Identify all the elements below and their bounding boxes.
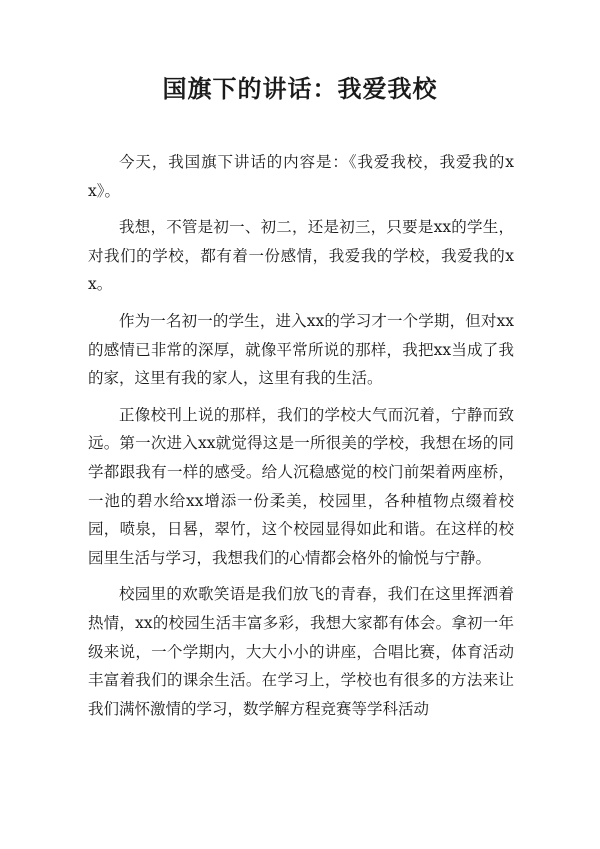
paragraph: 作为一名初一的学生，进入xx的学习才一个学期，但对xx的感情已非常的深厚，就像平常所说的那样，我把xx当成了我的家，这里有我的家人，这里有我的生活。 — [88, 311, 514, 388]
paragraph: 正像校刊上说的那样，我们的学校大气而沉着，宁静而致远。第一次进入xx就觉得这是一所很美的学校，我想在场的同学都跟我有一样的感受。给人沉稳感觉的校门前架着两座桥，一池的碧水给xx增添一份柔美，校园里，各种植物点缀着校园，喷泉，日晷，翠竹，这个校园显得如此和谐。在这样的校园里生活与学习，我想我们的心情都会格外的愉悦与宁静。 — [88, 405, 514, 567]
document-body — [88, 148, 514, 731]
paragraph: 今天，我国旗下讲话的内容是：《我爱我校，我爱我的xx》。 — [88, 153, 514, 200]
paragraph: 校园里的欢歌笑语是我们放飞的青春，我们在这里挥洒着热情，xx的校园生活丰富多彩，我想大家都有体会。拿初一年级来说，一个学期内，大大小小的讲座，合唱比赛，体育活动丰富着我们的课余生活。在学习上，学校也有很多的方法来让我们满怀激情的学习，数学解方程竞赛等学科活动 — [88, 585, 514, 718]
paragraph: 我想，不管是初一、初二，还是初三，只要是xx的学生，对我们的学校，都有着一份感情，我爱我的学校，我爱我的xx。 — [88, 218, 514, 294]
document-title: 国旗下的讲话：我爱我校 — [162, 74, 438, 103]
